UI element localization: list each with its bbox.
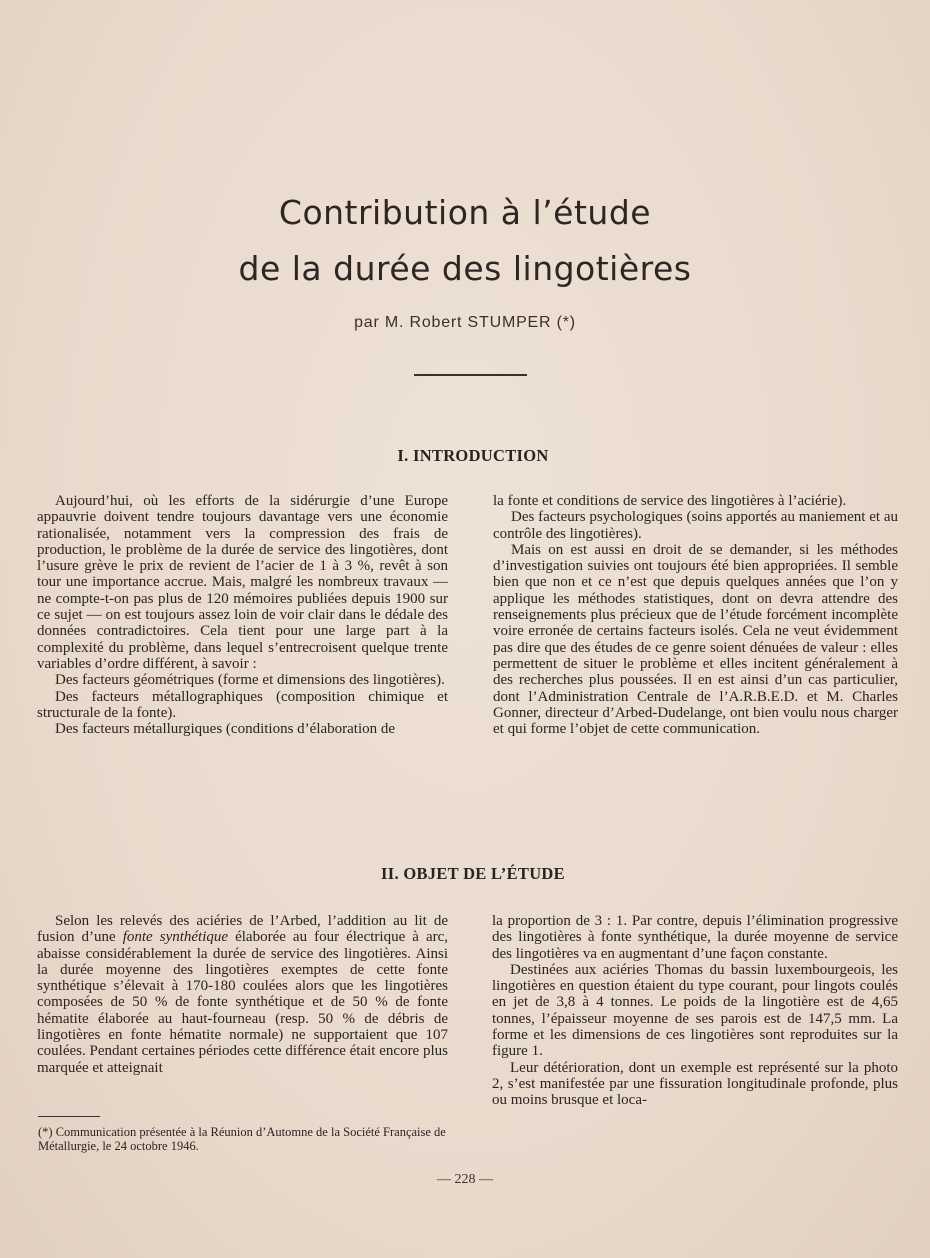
article-author: par M. Robert STUMPER (*)	[354, 314, 576, 331]
introduction-right-column	[493, 493, 898, 737]
paragraph: Mais on est aussi en droit de se demander, si les méthodes d’investigation suivies ont toujours été bien appropriées. Il semble bien que non et ce n’est que depuis quelques années que l’on y applique les méthodes statistiques, dont on devra attendre des renseignements plus précieux que de l’étude forcément incomplète voire erronée de certains facteurs isolés. Cela ne veut évidemment pas dire que des études de ce genre soient dénuées de valeur : elles permettent de situer le problème et elles incitent généralement à des recherches plus poussées. Il en est ainsi d’un cas particulier, dont l’Administration Centrale de l’A.R.B.E.D. et M. Charles Gonner, directeur d’Arbed-Dudelange, ont bien voulu nous charger et qui forme l’objet de cette communication.	[493, 541, 898, 738]
paragraph: Aujourd’hui, où les efforts de la sidérurgie d’une Europe appauvrie doivent tendre toujours davantage vers une économie rationalisée, notamment vers la compression des frais de production, le problème de la durée de service des lingotières, dont l’usure grève le prix de revient de l’acier de 1 à 3 %, revêt à son tour une importance accrue. Mais, malgré les nombreux travaux — ne compte-t-on pas plus de 120 mémoires publiées depuis 1900 sur ce sujet — on est toujours assez loin de voir clair dans le dédale des données contradictoires. Cela tient pour une large part à la complexité du problème, dans lequel s’entrecroisent quelque trente variables d’ordre différent, à savoir :	[37, 493, 448, 672]
section-heading-objet: II. OBJET DE L’ÉTUDE	[381, 864, 565, 883]
footnote-divider	[38, 1116, 100, 1117]
italic-term: fonte synthétique	[122, 929, 229, 946]
introduction-left-column	[37, 493, 448, 737]
paragraph-continuation: la proportion de 3 : 1. Par contre, depuis l’élimination progressive des lingotières à fonte synthétique, la durée moyenne de service des lingotières va en augmentant d’une façon constante.	[492, 913, 898, 962]
paragraph: Des facteurs métallurgiques (conditions d’élaboration de	[55, 721, 396, 738]
paragraph-continuation: la fonte et conditions de service des lingotières à l’aciérie).	[493, 493, 847, 509]
paragraph: Des facteurs métallographiques (composition chimique et structurale de la fonte).	[37, 688, 448, 721]
section-heading-introduction: I. INTRODUCTION	[397, 446, 549, 465]
paragraph: Leur détérioration, dont un exemple est représenté sur la photo 2, s’est manifestée par une fissuration longitudinale profonde, plus ou moins brusque et loca-	[492, 1059, 898, 1109]
paragraph	[37, 913, 448, 1076]
footnote: (*) Communication présentée à la Réunion d’Automne de la Société Française de Métallurgie, le 24 octobre 1946.	[38, 1125, 446, 1153]
paragraph: Des facteurs psychologiques (soins apportés au maniement et au contrôle des lingotières).	[493, 509, 898, 542]
paragraph-text: Selon les relevés des aciéries de l’Arbed, l’addition au lit de fusion d’une	[37, 913, 448, 946]
article-title-line2: de la durée des lingotières	[238, 249, 692, 288]
paragraph: Des facteurs géométriques (forme et dimensions des lingotières).	[55, 672, 445, 689]
paragraph: Destinées aux aciéries Thomas du bassin luxembourgeois, les lingotières en question étaient du type courant, pour lingots coulés en jet de 3,8 à 4 tonnes. Le poids de la lingotière est de 4,65 tonnes, l’épaisseur moyenne de ses parois est de 147,5 mm. La forme et les dimensions de ces lingotières sont reproduites sur la figure 1.	[492, 961, 898, 1060]
objet-right-column	[492, 913, 898, 1109]
paragraph-text: élaborée au four électrique à arc, abaisse considérablement la durée de service des lingotières. Ainsi la durée moyenne des lingotières exemptes de cette fonte synthétique s’élevait à 170-180 coulées alors que les lingotières composées de 50 % de fonte synthétique et de 50 % de fonte hématite élaborée au haut-fourneau (resp. 50 % de débris de lingotières en fonte hématite normale) ne supportaient que 107 coulées. Pendant certaines périodes cette différence était encore plus marquée et atteignait	[37, 929, 449, 1076]
article-title-line1: Contribution à l’étude	[278, 193, 652, 232]
title-divider	[414, 374, 527, 376]
objet-left-column	[37, 913, 448, 1076]
page-number: — 228 —	[437, 1172, 493, 1187]
